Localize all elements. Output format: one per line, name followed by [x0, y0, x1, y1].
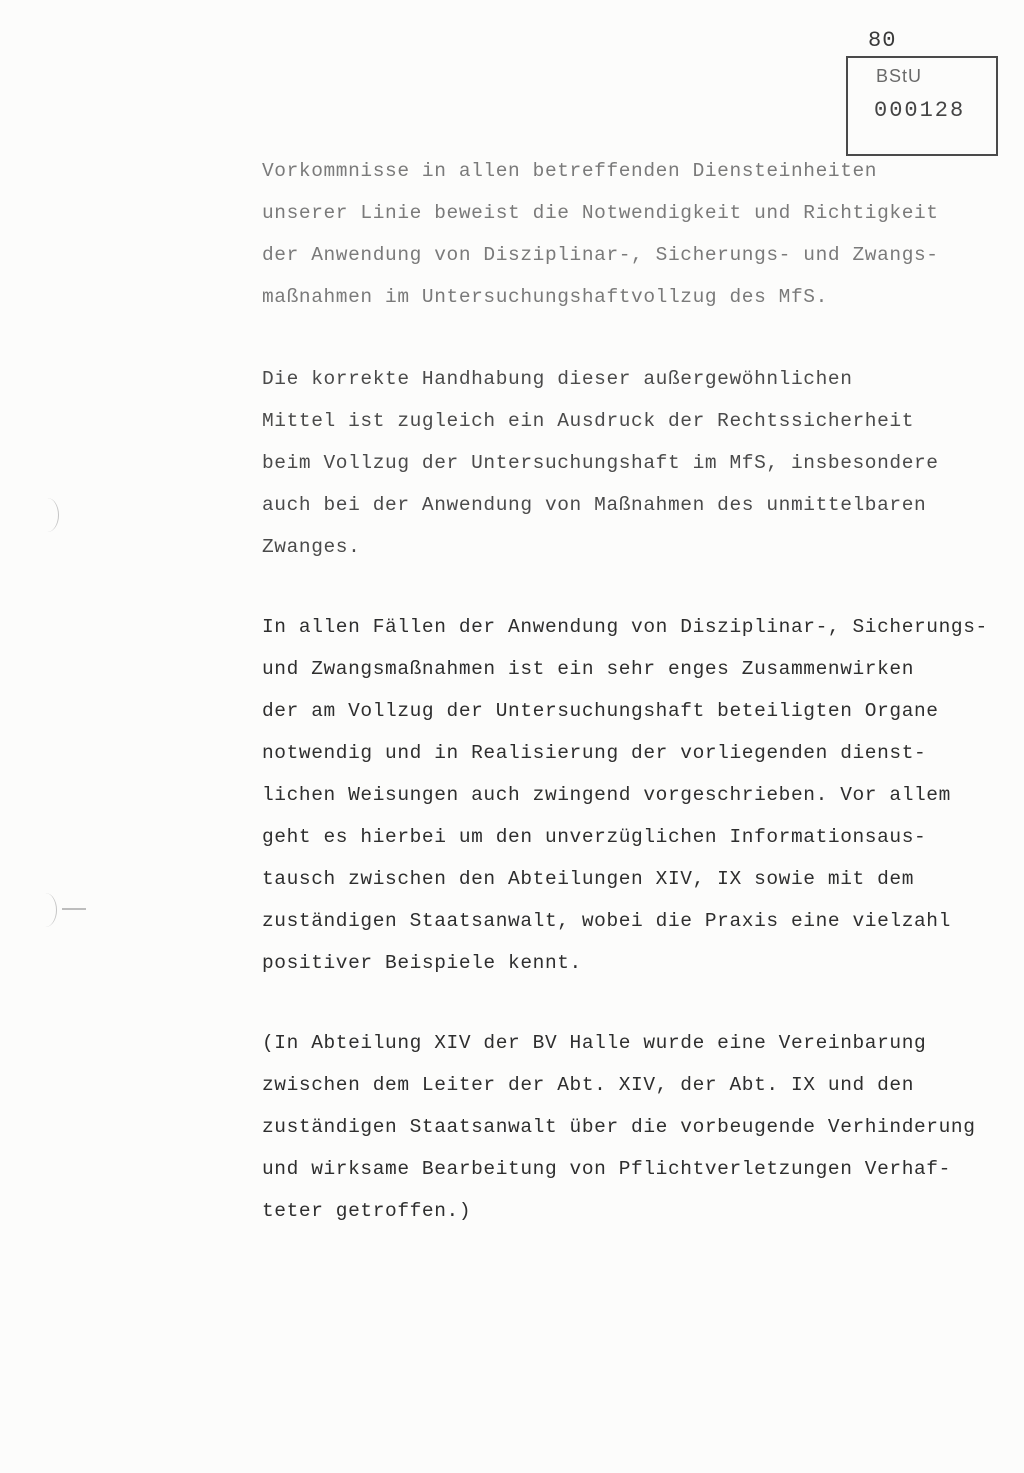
- archive-stamp: [846, 56, 998, 156]
- punch-hole-mark: [36, 498, 59, 532]
- scan-mark: [62, 908, 86, 910]
- text-line: unserer Linie beweist die Notwendigkeit und Richtigkeit: [262, 202, 939, 224]
- text-line: und wirksame Bearbeitung von Pflichtverletzungen Verhaf-: [262, 1158, 951, 1180]
- text-line: Mittel ist zugleich ein Ausdruck der Rechtssicherheit: [262, 410, 915, 432]
- text-line: Die korrekte Handhabung dieser außergewöhnlichen: [262, 368, 853, 390]
- text-line: und Zwangsmaßnahmen ist ein sehr enges Zusammenwirken: [262, 658, 915, 680]
- text-line: positiver Beispiele kennt.: [262, 952, 582, 974]
- text-line: zuständigen Staatsanwalt über die vorbeugende Verhinderung: [262, 1116, 976, 1138]
- text-line: beim Vollzug der Untersuchungshaft im MfS, insbesondere: [262, 452, 939, 474]
- text-line: geht es hierbei um den unverzüglichen Informationsaus-: [262, 826, 927, 848]
- text-line: (In Abteilung XIV der BV Halle wurde eine Vereinbarung: [262, 1032, 927, 1054]
- text-line: der am Vollzug der Untersuchungshaft beteiligten Organe: [262, 700, 939, 722]
- paragraph-4: [262, 1022, 1002, 1232]
- text-line: Vorkommnisse in allen betreffenden Diensteinheiten: [262, 160, 878, 182]
- text-line: maßnahmen im Untersuchungshaftvollzug des MfS.: [262, 286, 828, 308]
- paragraph-1: [262, 150, 1002, 318]
- text-line: auch bei der Anwendung von Maßnahmen des unmittelbaren: [262, 494, 927, 516]
- text-line: Zwanges.: [262, 536, 361, 558]
- text-line: lichen Weisungen auch zwingend vorgeschrieben. Vor allem: [262, 784, 951, 806]
- stamp-number: 000128: [874, 98, 966, 123]
- text-line: teter getroffen.): [262, 1200, 472, 1222]
- paragraph-3: [262, 606, 1002, 984]
- text-line: notwendig und in Realisierung der vorliegenden dienst-: [262, 742, 927, 764]
- paragraph-2: [262, 358, 1002, 568]
- stamp-label: BStU: [876, 66, 923, 86]
- text-line: tausch zwischen den Abteilungen XIV, IX sowie mit dem: [262, 868, 915, 890]
- punch-hole-mark: [34, 893, 57, 927]
- text-line: In allen Fällen der Anwendung von Disziplinar-, Sicherungs-: [262, 616, 988, 638]
- text-line: zwischen dem Leiter der Abt. XIV, der Abt. IX und den: [262, 1074, 915, 1096]
- page-number: 80: [868, 28, 897, 53]
- text-line: der Anwendung von Disziplinar-, Sicherungs- und Zwangs-: [262, 244, 939, 266]
- text-line: zuständigen Staatsanwalt, wobei die Praxis eine vielzahl: [262, 910, 951, 932]
